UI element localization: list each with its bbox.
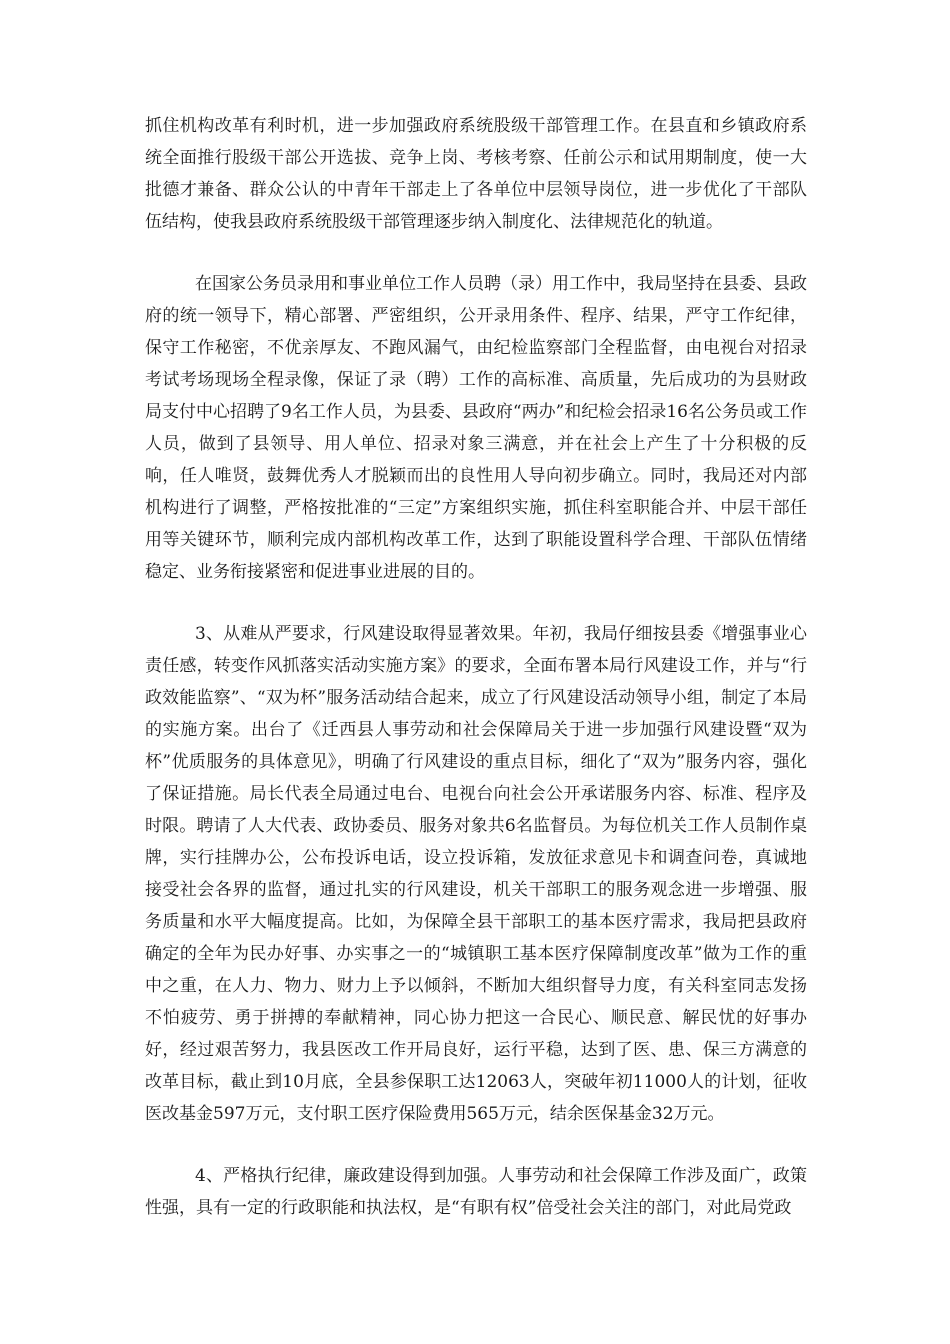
paragraph-cadre-management: 抓住机构改革有利时机，进一步加强政府系统股级干部管理工作。在县直和乡镇政府系统全面推行股级干部公开选拔、竞争上岗、考核考察、任前公示和试用期制度，使一大批德才兼备、群众公认的中青年干部走上了各单位中层领导岗位，进一步优化了干部队伍结构，使我县政府系统股级干部管理逐步纳入制度化、法律规范化的轨道。: [145, 116, 807, 232]
paragraph-discipline: 4、严格执行纪律，廉政建设得到加强。人事劳动和社会保障工作涉及面广，政策性强，具有一定的行政职能和执法权，是“有职有权”倍受社会关注的部门，对此局党政: [145, 1166, 807, 1218]
paragraph-recruitment: 在国家公务员录用和事业单位工作人员聘（录）用工作中，我局坚持在县委、县政府的统一领导下，精心部署、严密组织，公开录用条件、程序、结果，严守工作纪律，保守工作秘密，不优亲厚友、不跑风漏气，由纪检监察部门全程监督，由电视台对招录考试考场现场全程录像，保证了录（聘）工作的高标准、高质量，先后成功的为县财政局支付中心招聘了9名工作人员，为县委、县政府“两办”和纪检会招录16名公务员或工作人员，做到了县领导、用人单位、招录对象三满意，并在社会上产生了十分积极的反响，任人唯贤，鼓舞优秀人才脱颖而出的良性用人导向初步确立。同时，我局还对内部机构进行了调整，严格按批准的“三定”方案组织实施，抓住科室职能合并、中层干部任用等关键环节，顺利完成内部机构改革工作，达到了职能设置科学合理、干部队伍情绪稳定、业务衔接紧密和促进事业进展的目的。: [145, 274, 807, 582]
paragraph-conduct-building: 3、从难从严要求，行风建设取得显著效果。年初，我局仔细按县委《增强事业心责任感，转变作风抓落实活动实施方案》的要求，全面布署本局行风建设工作，并与“行政效能监察”、“双为杯”服务活动结合起来，成立了行风建设活动领导小组，制定了本局的实施方案。出台了《迁西县人事劳动和社会保障局关于进一步加强行风建设暨“双为杯”优质服务的具体意见》，明确了行风建设的重点目标，细化了“双为”服务内容，强化了保证措施。局长代表全局通过电台、电视台向社会公开承诺服务内容、标准、程序及时限。聘请了人大代表、政协委员、服务对象共6名监督员。为每位机关工作人员制作桌牌，实行挂牌办公，公布投诉电话，设立投诉箱，发放征求意见卡和调查问卷，真诚地接受社会各界的监督，通过扎实的行风建设，机关干部职工的服务观念进一步增强、服务质量和水平大幅度提高。比如，为保障全县干部职工的基本医疗需求，我局把县政府确定的全年为民办好事、办实事之一的“城镇职工基本医疗保障制度改革”做为工作的重中之重，在人力、物力、财力上予以倾斜，不断加大组织督导力度，有关科室同志发扬不怕疲劳、勇于拼搏的奉献精神，同心协力把这一合民心、顺民意、解民忧的好事办好，经过艰苦努力，我县医改工作开局良好，运行平稳，达到了医、患、保三方满意的改革目标，截止到10月底，全县参保职工达12063人，突破年初11000人的计划，征收医改基金597万元，支付职工医疗保险费用565万元，结余医保基金32万元。: [145, 624, 807, 1124]
document-body: [145, 110, 807, 1254]
